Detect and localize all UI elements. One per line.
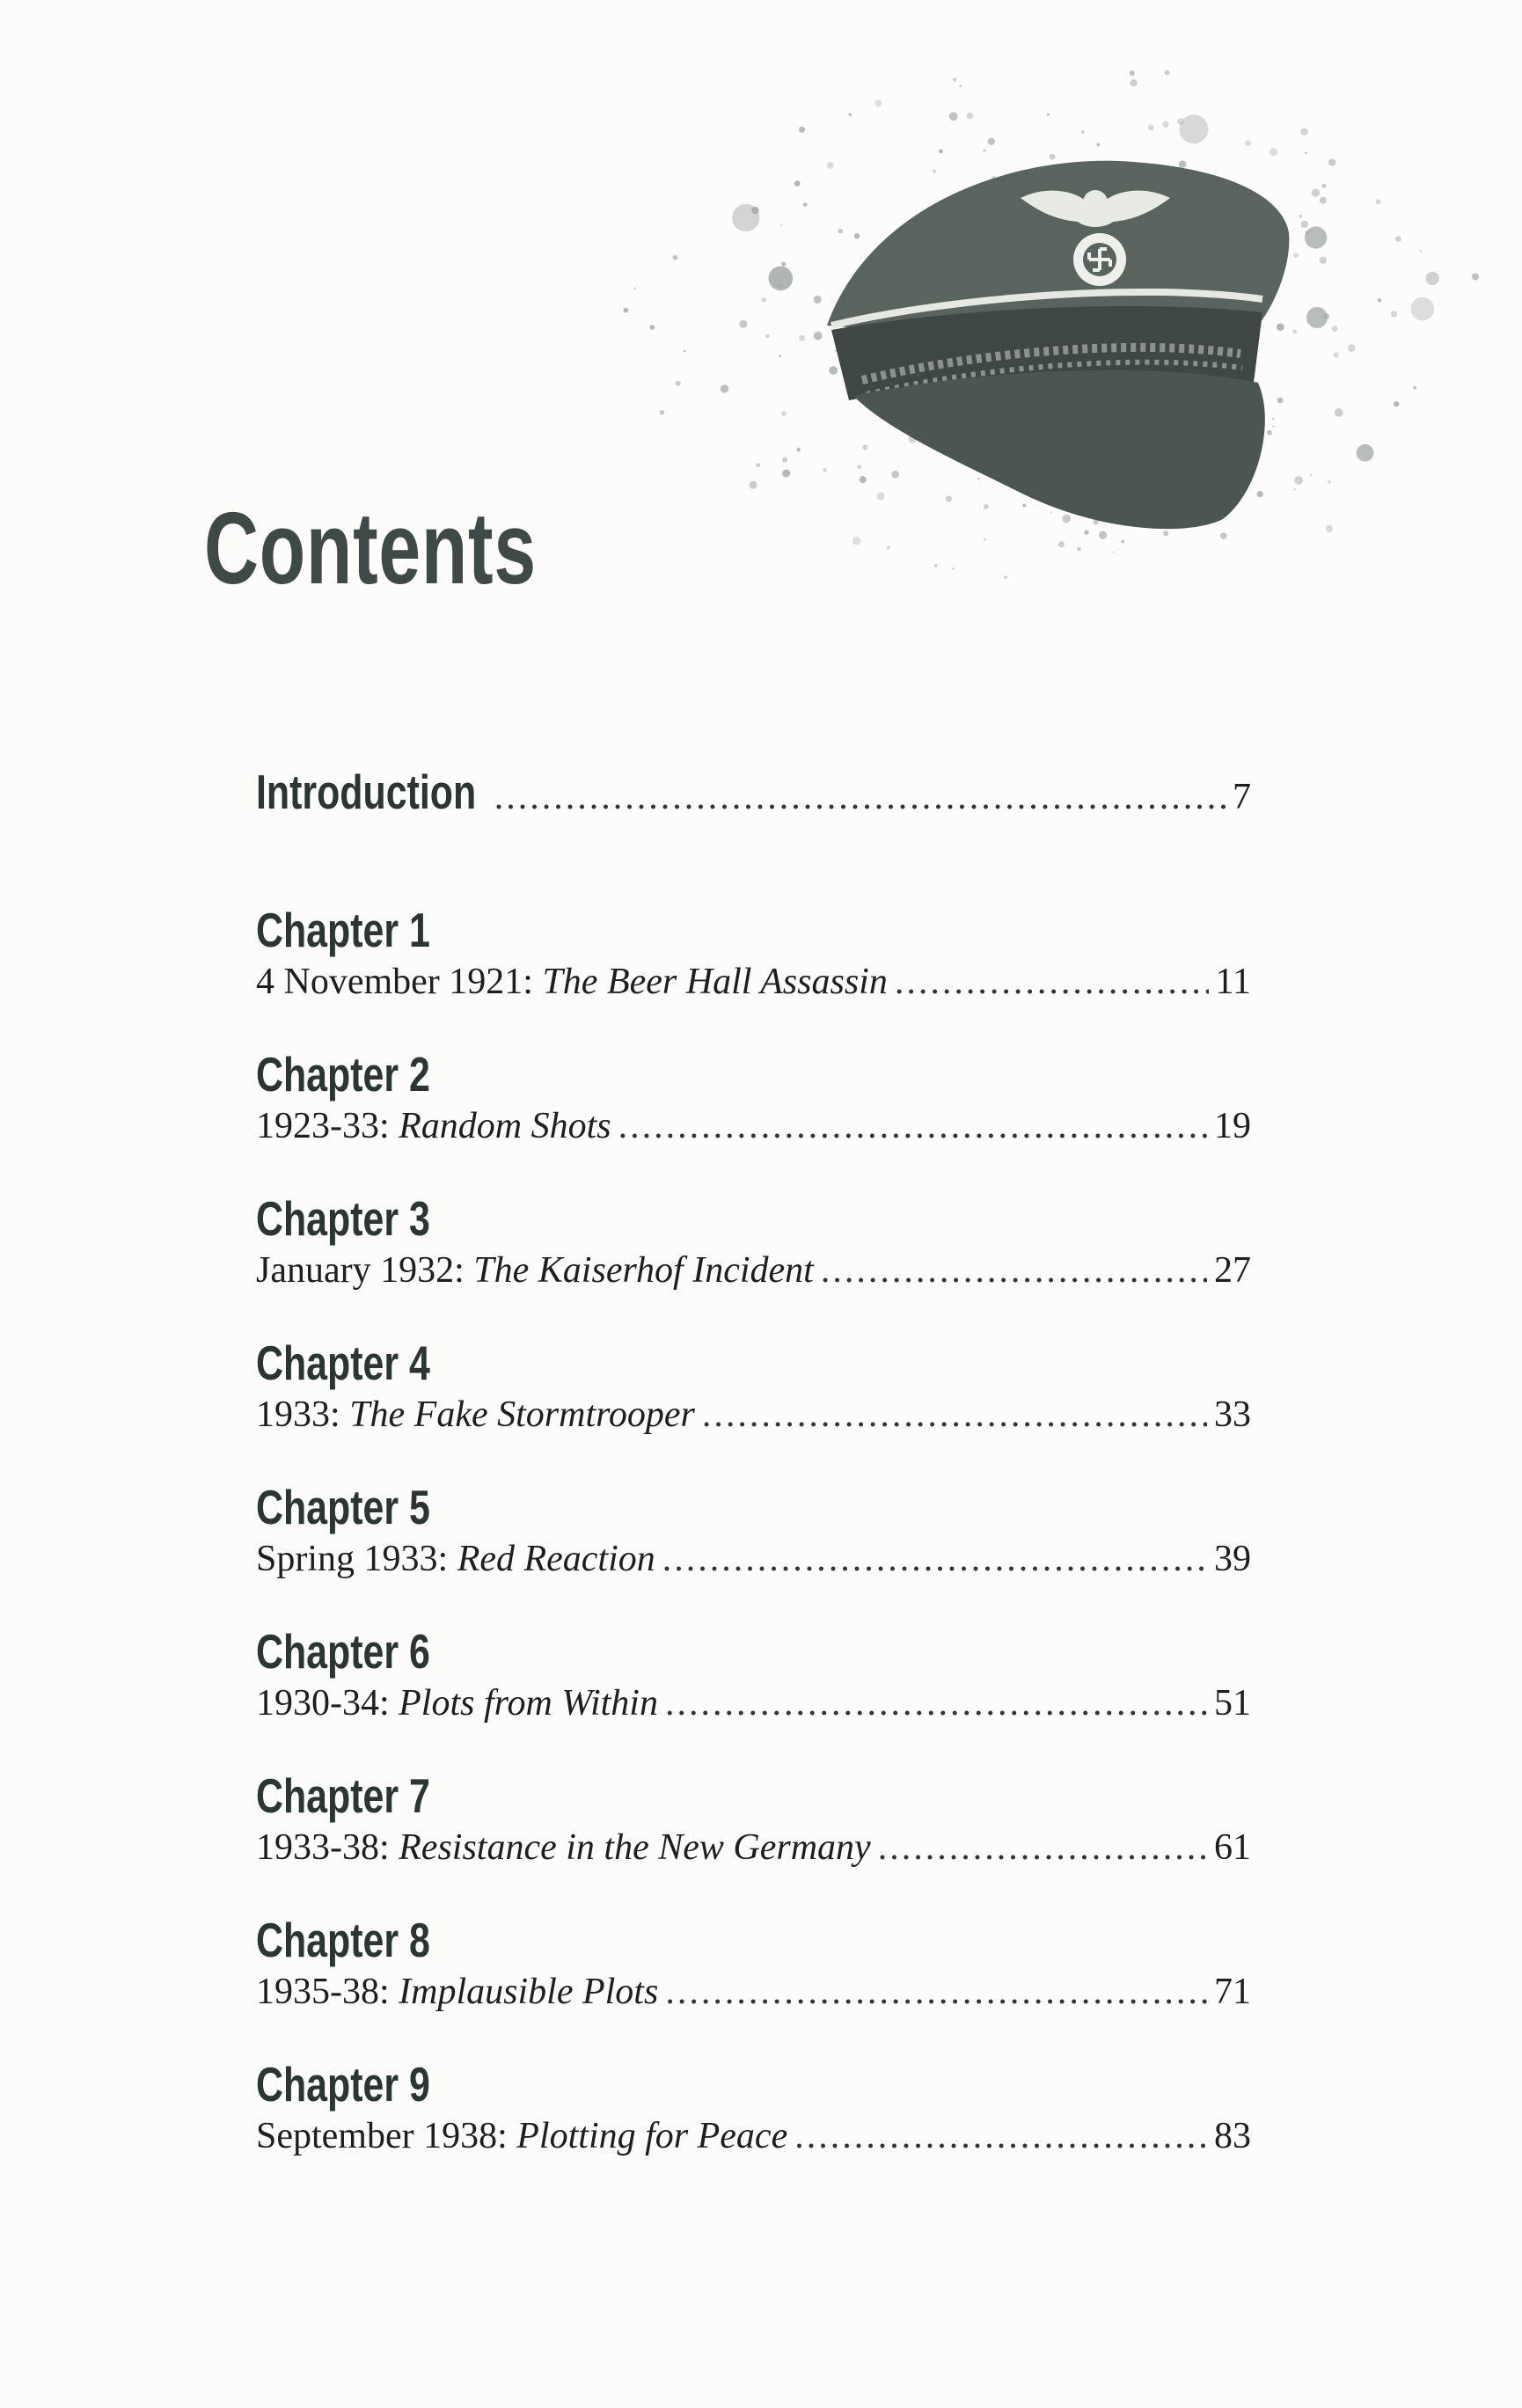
toc-entry[interactable]	[256, 961, 1251, 1003]
chapter-heading: Chapter 9	[256, 2057, 430, 2112]
chapter-heading: Chapter 2	[256, 1047, 430, 1102]
chapter-title: The Fake Stormtrooper	[349, 1394, 695, 1435]
chapter-heading: Chapter 3	[256, 1191, 430, 1246]
toc-entry[interactable]	[256, 1394, 1251, 1436]
page-number: 27	[1214, 1250, 1251, 1291]
chapter-title: Implausible Plots	[399, 1972, 659, 2012]
page-number: 51	[1214, 1683, 1251, 1724]
peaked-cap-illustration	[607, 35, 1487, 721]
toc-entry[interactable]	[256, 1538, 1251, 1580]
chapter-title: Red Reaction	[457, 1539, 655, 1579]
page-number: 11	[1215, 962, 1251, 1002]
chapter-heading: Chapter 7	[256, 1768, 430, 1823]
chapter-date: September 1938:	[256, 2116, 517, 2156]
dot-leader	[895, 961, 1209, 1003]
chapter-title: The Kaiserhof Incident	[473, 1250, 814, 1291]
page-number: 39	[1214, 1539, 1251, 1579]
page-title: Contents	[204, 491, 537, 605]
page-number: 61	[1214, 1827, 1251, 1868]
page-number: 71	[1214, 1972, 1251, 2012]
dot-leader	[665, 1682, 1207, 1724]
chapter-date: 1923-33:	[256, 1106, 399, 1146]
chapter-heading: Chapter 5	[256, 1480, 430, 1534]
chapter-date: January 1932:	[256, 1250, 474, 1291]
chapter-date: 4 November 1921:	[256, 962, 543, 1002]
page-number: 83	[1214, 2116, 1251, 2156]
cap-visor	[853, 370, 1265, 529]
chapter-heading: Chapter 8	[256, 1913, 430, 1967]
toc-entry[interactable]	[256, 1971, 1251, 2013]
toc-entry[interactable]	[256, 2115, 1251, 2157]
toc-entry[interactable]	[256, 1249, 1251, 1292]
toc-entry[interactable]	[256, 1682, 1251, 1724]
toc-entry[interactable]	[256, 1826, 1251, 1869]
chapter-title: Random Shots	[399, 1106, 611, 1146]
cap-cockade-emblem	[1073, 233, 1126, 286]
dot-leader	[494, 776, 1226, 818]
toc-entry-introduction[interactable]	[256, 764, 1251, 820]
dot-leader	[821, 1249, 1207, 1292]
toc-entry[interactable]	[256, 1105, 1251, 1147]
dot-leader	[878, 1826, 1207, 1869]
chapter-title: Plots from Within	[399, 1683, 658, 1724]
chapter-date: 1935-38:	[256, 1972, 399, 2012]
page-number: 33	[1214, 1394, 1251, 1435]
dot-leader	[618, 1105, 1207, 1147]
page-number: 7	[1233, 777, 1251, 817]
dot-leader	[702, 1394, 1207, 1436]
chapter-title: The Beer Hall Assassin	[542, 962, 888, 1002]
chapter-date: 1930-34:	[256, 1683, 399, 1724]
chapter-heading: Chapter 6	[256, 1624, 430, 1679]
dot-leader	[794, 2115, 1207, 2157]
chapter-title: Plotting for Peace	[516, 2116, 788, 2156]
page-number: 19	[1214, 1106, 1251, 1146]
chapter-date: 1933:	[256, 1394, 350, 1435]
introduction-label: Introduction	[256, 765, 477, 819]
chapter-title: Resistance in the New Germany	[399, 1827, 871, 1868]
chapter-heading: Chapter 4	[256, 1336, 430, 1390]
chapter-date: Spring 1933:	[256, 1539, 457, 1579]
chapter-heading: Chapter 1	[256, 903, 430, 957]
dot-leader	[662, 1538, 1207, 1580]
dot-leader	[665, 1971, 1207, 2013]
chapter-date: 1933-38:	[256, 1827, 399, 1868]
